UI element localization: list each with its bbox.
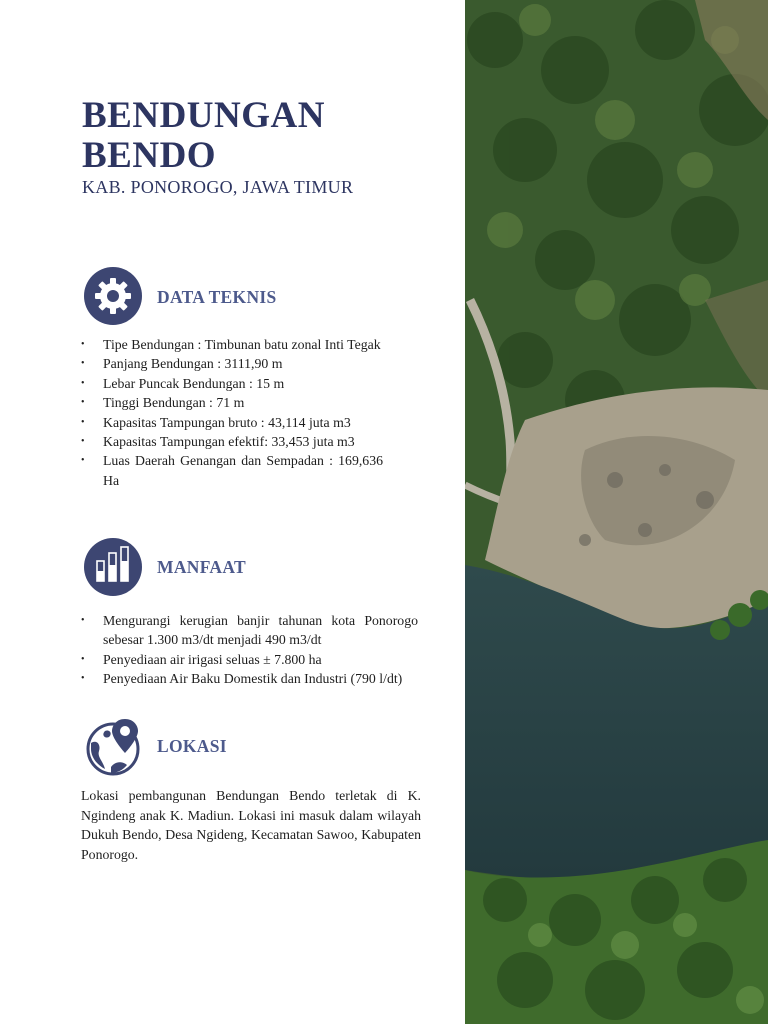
list-item: • Kapasitas Tampungan bruto : 43,114 juta m3 [81, 413, 383, 432]
list-item: • Penyediaan air irigasi seluas ± 7.800 ha [81, 650, 418, 669]
gear-icon [83, 266, 143, 326]
bar-chart-icon [83, 537, 143, 597]
list-item: • Tinggi Bendungan : 71 m [81, 393, 383, 412]
aerial-dam-photo [465, 0, 768, 1024]
list-item: • Lebar Puncak Bendungan : 15 m [81, 374, 383, 393]
list-item: • Panjang Bendungan : 3111,90 m [81, 354, 383, 373]
manfaat-list [81, 611, 418, 689]
list-item: • Tipe Bendungan : Timbunan batu zonal Inti Tegak [81, 335, 383, 354]
list-item: • Luas Daerah Genangan dan Sempadan : 169,636 Ha [81, 451, 383, 490]
teknis-list [81, 335, 383, 490]
page-subtitle: KAB. PONOROGO, JAWA TIMUR [82, 177, 354, 197]
page-title [82, 96, 325, 176]
lokasi-paragraph: Lokasi pembangunan Bendungan Bendo terletak di K. Ngindeng anak K. Madiun. Lokasi ini masuk dalam wilayah Dukuh Bendo, Desa Ngideng, Kecamatan Sawoo, Kabupaten Ponorogo. [81, 788, 421, 862]
section-heading-lokasi: LOKASI [157, 736, 227, 756]
section-heading-teknis: DATA TEKNIS [157, 287, 277, 307]
section-heading-manfaat: MANFAAT [157, 557, 246, 577]
list-item: • Kapasitas Tampungan efektif: 33,453 juta m3 [81, 432, 383, 451]
globe-location-icon [83, 717, 143, 777]
list-item: • Mengurangi kerugian banjir tahunan kota Ponorogo sebesar 1.300 m3/dt menjadi 490 m3/dt [81, 611, 418, 650]
title-line-2: BENDO [82, 135, 217, 176]
list-item: • Penyediaan Air Baku Domestik dan Industri (790 l/dt) [81, 669, 418, 688]
title-line-1: BENDUNGAN [82, 95, 325, 136]
